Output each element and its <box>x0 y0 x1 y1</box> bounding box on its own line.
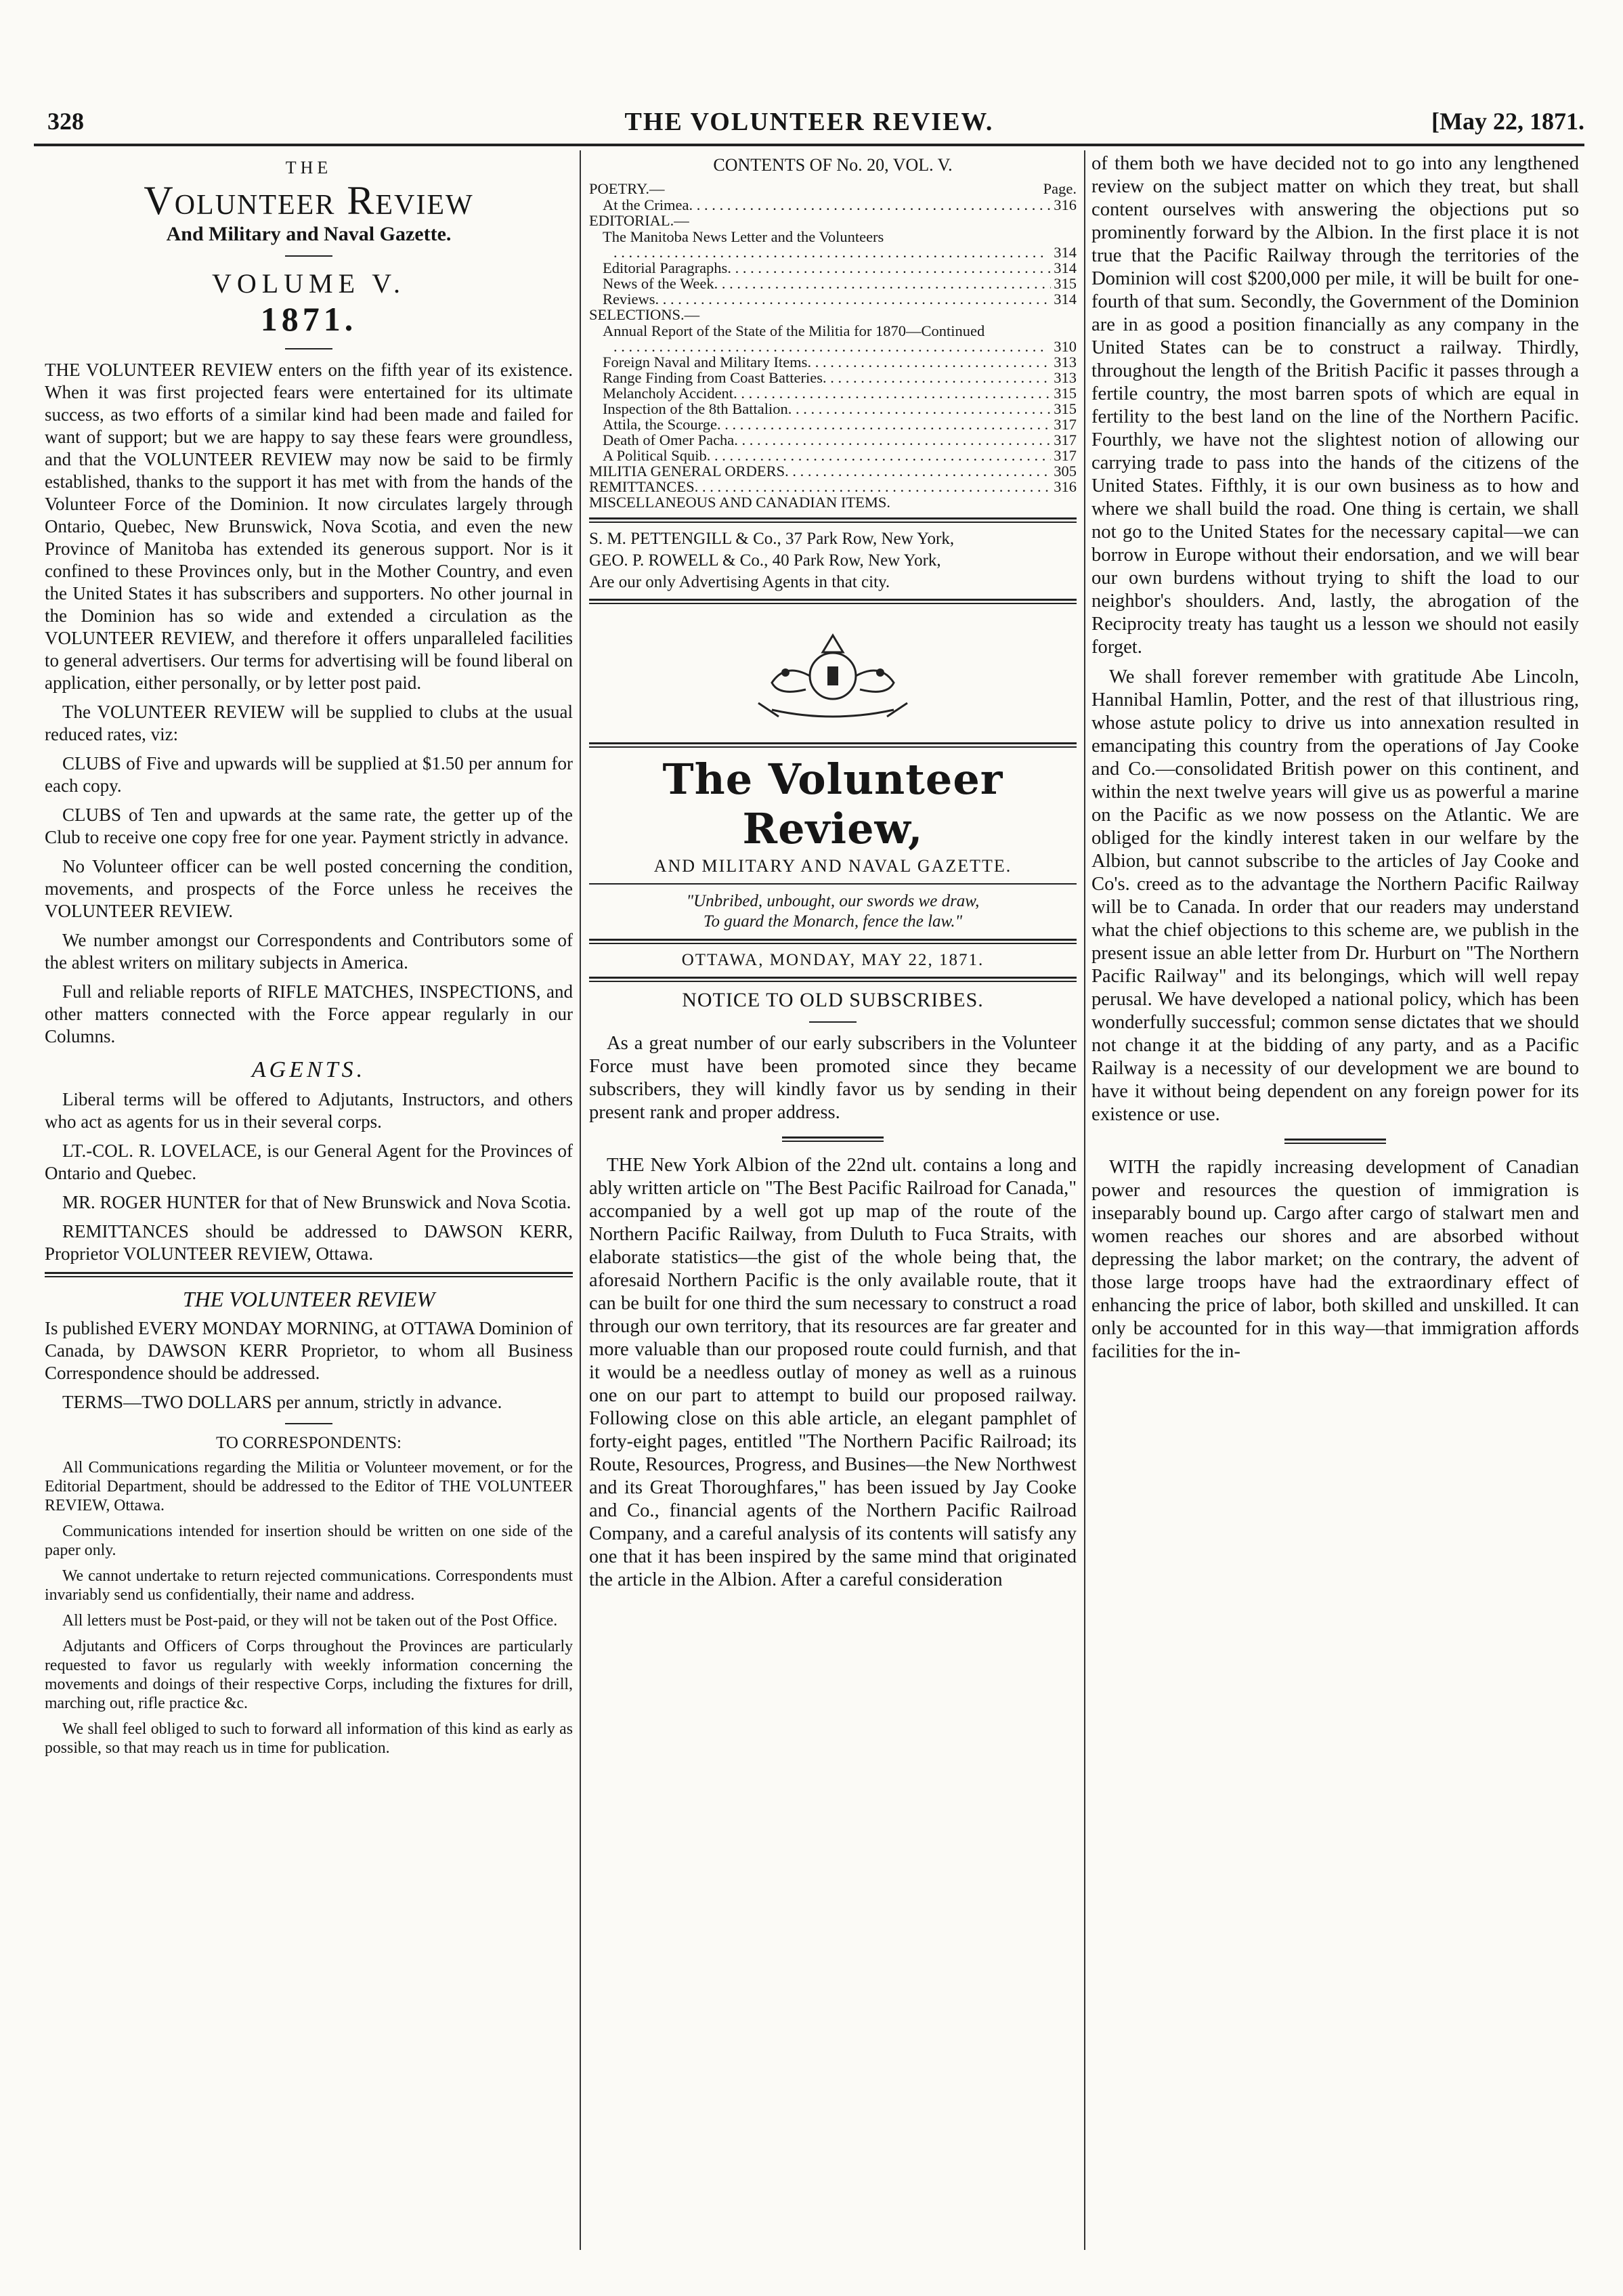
ornament-rule <box>782 1136 884 1142</box>
toc-entry: Reviews . . . 314 <box>589 291 1077 307</box>
paragraph: All Communications regarding the Militia or Volunteer movement, or for the Editorial Department, should be addressed to the Editor of THE VOLUNTEER REVIEW, Ottawa. <box>45 1459 573 1514</box>
advertising-agent: GEO. P. ROWELL & Co., 40 Park Row, New York, <box>589 551 941 570</box>
double-rule <box>589 977 1077 982</box>
paragraph: We shall feel obliged to such to forward all information of this kind as early as possible, so that may reach us in time for publication. <box>45 1720 573 1757</box>
toc-entry: Editorial Paragraphs . . . 314 <box>589 260 1077 276</box>
title-subtitle: And Military and Naval Gazette. <box>166 223 452 245</box>
volume-label: VOLUME V. <box>211 268 406 299</box>
toc-page-label: Page. <box>1043 180 1077 197</box>
toc-entry: Inspection of the 8th Battalion . . . 315 <box>589 401 1077 417</box>
paragraph: The VOLUNTEER REVIEW will be supplied to clubs at the usual reduced rates, viz: <box>45 702 573 744</box>
paragraph: No Volunteer officer can be well posted concerning the condition, movements, and prospects of the Force unless he receives the VOLUNTEER REVIEW. <box>45 856 573 921</box>
notice-heading: NOTICE TO OLD SUBSCRIBES. <box>682 989 984 1011</box>
paragraph: Full and reliable reports of RIFLE MATCHES, INSPECTIONS, and other matters connected with the Force appear regularly in our Columns. <box>45 981 573 1046</box>
toc-entry: Range Finding from Coast Batteries . . . 313 <box>589 370 1077 385</box>
paragraph: We number amongst our Correspondents and Contributors some of the ablest writers on military subjects in America. <box>45 930 573 973</box>
divider <box>809 1021 857 1023</box>
toc-entry-page: . . . 314 <box>589 245 1077 260</box>
dateline: OTTAWA, MONDAY, MAY 22, 1871. <box>681 951 984 969</box>
title-the: THE <box>285 158 332 177</box>
page-number: 328 <box>47 108 84 135</box>
paragraph: Is published EVERY MONDAY MORNING, at OTTAWA Dominion of Canada, by DAWSON KERR Proprietor, to whom all Business Correspondence should be addressed. <box>45 1318 573 1383</box>
advertising-agent: S. M. PETTENGILL & Co., 37 Park Row, New York, <box>589 530 955 548</box>
column-right <box>1091 152 1579 2249</box>
toc-entry: Foreign Naval and Military Items . . . 313 <box>589 354 1077 370</box>
toc-section-poetry: POETRY.— <box>589 180 665 197</box>
toc-entry-page: . . . 310 <box>589 339 1077 354</box>
column-left <box>45 152 573 2249</box>
header-rule <box>34 144 1584 146</box>
toc-entry: At the Crimea . . . 316 <box>589 197 1077 213</box>
intro-paragraph: THE VOLUNTEER REVIEW enters on the fifth year of its existence. When it was first projected fears were entertained for its ultimate success, as two efforts of a similar kind had been made and failed for want of support; but we are happy to say these fears were groundless, and that the VOLUNTEER REVIEW may now be said to be firmly established, thanks to the support it has met with from the hands of the Volunteer Force of the Dominion. It now circulates largely through Ontario, Quebec, New Brunswick, Nova Scotia, and even the new Province of Manitoba has extended its generous support. Nor is it confined to these Provinces only, but in the Mother Country, and even the United States it has subscribers and supporters. No other journal in the Dominion has so wide and extended a circulation as the VOLUNTEER REVIEW, and therefore it offers unparalleled facilities to general advertisers. Our terms for advertising will be found liberal on application, either personally, or by letter post paid. <box>45 360 573 693</box>
double-rule <box>589 599 1077 604</box>
toc-entry: Annual Report of the State of the Militia for 1870—Continued <box>603 322 985 339</box>
column-rule-1 <box>580 150 581 2250</box>
paragraph: TERMS—TWO DOLLARS per annum, strictly in advance. <box>62 1392 502 1412</box>
toc-section-editorial: EDITORIAL.— <box>589 212 689 229</box>
contents-title: CONTENTS OF No. 20, VOL. V. <box>713 155 953 175</box>
running-title: THE VOLUNTEER REVIEW. <box>624 108 994 136</box>
double-rule <box>589 939 1077 944</box>
immigration-article: WITH the rapidly increasing development of Canadian power and resources the question of immigration is inseparably bound up. Cargo after cargo of stalwart men and women reaches our shores and are absorbed without depressing the labor market; on the contrary, the advent of those large troops have had the extraordinary effect of enhancing the price of labor, both skilled and unskilled. It can only be accounted for in this way—that immigration affords facilities for the in- <box>1091 1157 1579 1362</box>
toc-entry: A Political Squib . . . 317 <box>589 448 1077 463</box>
toc-entry: MISCELLANEOUS AND CANADIAN ITEMS. <box>589 494 891 511</box>
column-rule-2 <box>1084 150 1085 2250</box>
albion-article: THE New York Albion of the 22nd ult. contains a long and ably written article on "The Best Pacific Railroad for Canada," accompanied by a well got up map of the route of the Northern Pacific Railway, from Duluth to Fuca Straits, with elaborate statistics—the gist of the whole being that, the aforesaid Northern Pacific is the only available route, that it can be built for one third the sum necessary to construct a road through our own territory, that its resources are far greater and more valuable than our proposed route could furnish, and that it would be a needless outlay of money as well as a ruinous one on our part to attempt to build our proposed railway. Following close on this able article, an elegant pamphlet of forty-eight pages, entitled "The Northern Pacific Railroad; its Route, Resources, Progress, and Busines—the New Northwest and its Great Thoroughfares," has been issued by Jay Cooke and Co., financial agents of the Northern Pacific Railroad Company, and a careful analysis of its contents will satisfy any one that it has been inspired by the same mind that originated the article in the Albion. After a careful consideration <box>589 1155 1077 1590</box>
double-rule <box>589 517 1077 523</box>
paragraph: Liberal terms will be offered to Adjutants, Instructors, and others who act as agents for us in their several corps. <box>45 1089 573 1132</box>
publication-heading: THE VOLUNTEER REVIEW <box>182 1287 435 1311</box>
toc-entry: Death of Omer Pacha . . . 317 <box>589 432 1077 448</box>
paragraph: CLUBS of Ten and upwards at the same rate, the getter up of the Club to receive one copy free for one year. Payment strictly in advance. <box>45 805 573 847</box>
paragraph: Communications intended for insertion should be written on one side of the paper only. <box>45 1523 573 1559</box>
title-volunteer-review: Volunteer Review <box>144 178 474 223</box>
article-paragraph: We shall forever remember with gratitude Abe Lincoln, Hannibal Hamlin, Potter, and the rest of that illustrious ring, whose astute policy to drive us into annexation resulted in emancipating this country from the operations of Jay Cooke and Co.—consolidated British power on this continent, and within the next twelve years will give us as powerful a marine on the Pacific as we now possess on the Atlantic. We are obliged for the kindly interest taken in our welfare by the Albion, but cannot subscribe to the articles of Jay Cooke and Co's. creed as to the advantage the Northern Pacific Railway will be to Canada. In order that our readers may understand what the chief objections to this scheme are, we publish in the present issue an able letter from Dr. Hurburt on "The Northern Pacific Railway" and its belongings, which will well repay perusal. We have developed a national policy, which has been wonderfully successful; common sense dictates that we should not change it at the bidding of any party, and as a Pacific Railway is a necessity of our development we are bound to have it without being dependent on any foreign power for its existence or use. <box>1091 666 1579 1125</box>
ornament-rule <box>1284 1139 1386 1144</box>
paragraph: All letters must be Post-paid, or they will not be taken out of the Post Office. <box>62 1612 558 1630</box>
divider <box>285 348 332 349</box>
paragraph: LT.-COL. R. LOVELACE, is our General Agent for the Provinces of Ontario and Quebec. <box>45 1141 573 1183</box>
motto-line: "Unbribed, unbought, our swords we draw, <box>686 892 980 910</box>
paragraph: CLUBS of Five and upwards will be supplied at $1.50 per annum for each copy. <box>45 753 573 796</box>
advertising-agent-note: Are our only Advertising Agents in that city. <box>589 573 890 591</box>
issue-date: [May 22, 1871. <box>1431 108 1584 135</box>
volume-year: 1871. <box>260 300 358 338</box>
page-header <box>34 102 1584 142</box>
toc-entry: Attila, the Scourge . . . 317 <box>589 417 1077 432</box>
notice-paragraph: As a great number of our early subscribers in the Volunteer Force must have been promoted since they became subscribers, they will kindly favor us by sending in their present rank and proper address. <box>589 1033 1077 1123</box>
toc-entry: Melancholy Accident . . . 315 <box>589 385 1077 401</box>
motto-line: To guard the Monarch, fence the law." <box>703 912 963 931</box>
royal-crest-icon <box>731 622 934 730</box>
toc-entry: MILITIA GENERAL ORDERS . . . 305 <box>589 463 1077 479</box>
paragraph: We cannot undertake to return rejected communications. Correspondents must invariably send us confidentially, their name and address. <box>45 1567 573 1604</box>
masthead: The Volunteer Review, <box>662 754 1003 853</box>
paragraph: REMITTANCES should be addressed to DAWSON KERR, Proprietor VOLUNTEER REVIEW, Ottawa. <box>45 1221 573 1264</box>
paragraph: MR. ROGER HUNTER for that of New Brunswick and Nova Scotia. <box>62 1192 571 1212</box>
paragraph: Adjutants and Officers of Corps throughout the Provinces are particularly requested to favor us regularly with weekly information concerning the movements and doings of their respective Corps, including the fixtures for drill, marching out, rifle practice &c. <box>45 1638 573 1712</box>
correspondents-heading: TO CORRESPONDENTS: <box>216 1434 402 1452</box>
article-paragraph: of them both we have decided not to go into any lengthened review on the subject matter on which they treat, but shall content ourselves with answering the objections put so prominently forward by the Albion. In the first place it is not true that the Pacific Railway through the territories of the Dominion will cost $200,000 per mile, it will be built for one-fourth of that sum. Secondly, the Government of the Dominion are in as good a position financially as any company in the United States can be to construct a railway. Thirdly, throughout the length of the British Pacific it passes through a fertile country, the most barren spots of which are equal in fertility to the best land on the line of the Northern Pacific. Fourthly, we have not the slightest notion of allowing our carrying trade to pass into the hands of the citizens of the United States. Fifthly, it is our own business as to how and where we shall build the road. One thing is certain, we shall not go to the United States for the necessary capital—we can borrow in Europe without their endorsation, and we will bear our own burdens without trying to shift the load to our neighbor's shoulders. And, lastly, the abrogation of the Reciprocity treaty has taught us a lesson we should not easily forget. <box>1091 153 1579 658</box>
toc-entry: The Manitoba News Letter and the Volunteers <box>603 228 884 245</box>
toc-section-selections: SELECTIONS.— <box>589 306 700 323</box>
divider <box>285 255 332 257</box>
double-rule <box>45 1272 573 1277</box>
toc-entry: News of the Week . . . 315 <box>589 276 1077 291</box>
double-rule <box>589 742 1077 748</box>
column-middle <box>589 152 1077 2249</box>
rule <box>589 883 1077 885</box>
masthead-subtitle: AND MILITARY AND NAVAL GAZETTE. <box>653 856 1012 876</box>
toc-entry: REMITTANCES . . . 316 <box>589 479 1077 494</box>
agents-heading: AGENTS. <box>251 1057 366 1082</box>
divider <box>285 1423 332 1424</box>
